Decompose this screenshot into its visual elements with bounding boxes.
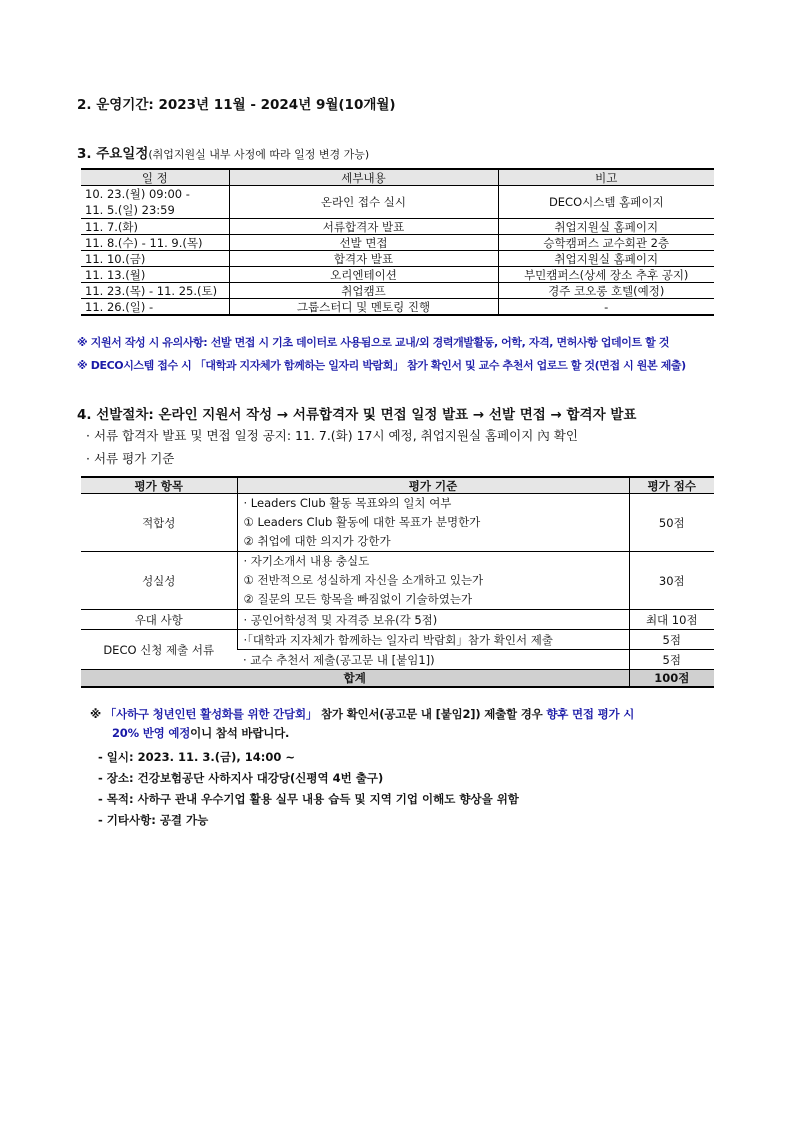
- table-row: [81, 267, 714, 283]
- note-prefix: ※: [90, 707, 105, 721]
- evaluation-criteria-label: · 서류 평가 기준: [86, 451, 175, 466]
- schedule-header-row: [81, 169, 714, 186]
- table-row: [81, 283, 714, 299]
- schedule-note-cell: 경주 코오롱 호텔(예정): [498, 283, 714, 299]
- schedule-date-cell: 11. 23.(목) - 11. 25.(토): [81, 283, 229, 299]
- total-label: 합계: [81, 670, 629, 688]
- evaluation-item-cell: 우대 사항: [81, 610, 237, 630]
- evaluation-header-criteria: 평가 기준: [237, 477, 629, 494]
- schedule-detail-cell: 서류합격자 발표: [229, 219, 498, 235]
- schedule-heading-title: 3. 주요일정: [77, 146, 149, 162]
- forum-title-highlight: 「사하구 청년인턴 활성화를 위한 간담회」: [104, 707, 318, 721]
- evaluation-item-cell: 적합성: [81, 494, 237, 552]
- table-row: [81, 299, 714, 316]
- operation-period-heading: 2. 운영기간: 2023년 11월 - 2024년 9월(10개월): [77, 97, 396, 113]
- total-row: [81, 670, 714, 688]
- evaluation-criteria-cell: [237, 494, 629, 552]
- interview-highlight: 향후 면접 평가 시: [546, 707, 635, 721]
- criteria-line: ② 취업에 대한 의지가 강한가: [243, 534, 391, 548]
- selection-procedure-heading: 4. 선발절차: 온라인 지원서 작성 → 서류합격자 및 면접 일정 발표 → 선발 면접 → 합격자 발표: [77, 407, 637, 423]
- schedule-header-note: 비고: [498, 169, 714, 186]
- criteria-line: · 자기소개서 내용 충실도: [243, 554, 370, 568]
- table-row: [81, 630, 714, 650]
- schedule-date-cell: 11. 26.(일) -: [81, 299, 229, 316]
- schedule-date-cell: 11. 10.(금): [81, 251, 229, 267]
- evaluation-score-cell: 5점: [629, 630, 714, 650]
- evaluation-criteria-cell: · 교수 추천서 제출(공고문 내 [붙임1]): [237, 650, 629, 670]
- schedule-detail-cell: 오리엔테이션: [229, 267, 498, 283]
- schedule-note-cell: -: [498, 299, 714, 316]
- table-row: [81, 494, 714, 552]
- schedule-note-2: ※ DECO시스템 접수 시 「대학과 지자체가 함께하는 일자리 박람회」 참가 확인서 및 교수 추천서 업로드 할 것(면접 시 원본 제출): [77, 359, 686, 372]
- note-middle: 참가 확인서(공고문 내 [붙임2]) 제출할 경우: [317, 707, 547, 721]
- evaluation-score-cell: 5점: [629, 650, 714, 670]
- event-purpose-line: - 목적: 사하구 관내 우수기업 활용 실무 내용 습득 및 지역 기업 이해도 향상을 위함: [98, 792, 519, 806]
- schedule-detail-cell: 합격자 발표: [229, 251, 498, 267]
- event-location-line: - 장소: 건강보험공단 사하지사 대강당(신평역 4번 출구): [98, 771, 384, 785]
- schedule-detail-cell: 취업캠프: [229, 283, 498, 299]
- evaluation-header-score: 평가 점수: [629, 477, 714, 494]
- criteria-line: ① Leaders Club 활동에 대한 목표가 분명한가: [243, 515, 481, 529]
- table-row: [81, 610, 714, 630]
- percent-highlight: 20% 반영 예정: [112, 726, 191, 740]
- schedule-date-cell: 11. 7.(화): [81, 219, 229, 235]
- evaluation-criteria-cell: ·「대학과 지자체가 함께하는 일자리 박람회」참가 확인서 제출: [237, 630, 629, 650]
- table-row: [81, 235, 714, 251]
- criteria-line: ② 질문의 모든 항목을 빠짐없이 기술하였는가: [243, 592, 473, 606]
- forum-note: [90, 706, 634, 722]
- schedule-note-cell: 부민캠퍼스(상세 장소 추후 공지): [498, 267, 714, 283]
- evaluation-header-row: [81, 477, 714, 494]
- schedule-date-cell: 11. 13.(월): [81, 267, 229, 283]
- schedule-heading: [77, 142, 369, 162]
- schedule-detail-cell: 온라인 접수 실시: [229, 186, 498, 219]
- evaluation-header-item: 평가 항목: [81, 477, 237, 494]
- evaluation-criteria-cell: [237, 552, 629, 610]
- total-score: 100점: [629, 670, 714, 688]
- schedule-date-line1: 10. 23.(월) 09:00 -: [85, 187, 190, 201]
- schedule-header-detail: 세부내용: [229, 169, 498, 186]
- table-row: [81, 251, 714, 267]
- evaluation-criteria-cell: · 공인어학성적 및 자격증 보유(각 5점): [237, 610, 629, 630]
- note-end: 이니 참석 바랍니다.: [190, 726, 290, 740]
- evaluation-table: [81, 476, 714, 688]
- announcement-line: · 서류 합격자 발표 및 면접 일정 공지: 11. 7.(화) 17시 예정, 취업지원실 홈페이지 內 확인: [86, 428, 578, 443]
- schedule-date-cell: [81, 186, 229, 219]
- schedule-table: [81, 168, 714, 316]
- table-row: [81, 219, 714, 235]
- table-row: [81, 186, 714, 219]
- criteria-line: · Leaders Club 활동 목표와의 일치 여부: [243, 496, 452, 510]
- table-row: [81, 552, 714, 610]
- forum-note-line2: [112, 725, 289, 741]
- event-other-line: - 기타사항: 공결 가능: [98, 813, 209, 827]
- schedule-date-cell: 11. 8.(수) - 11. 9.(목): [81, 235, 229, 251]
- evaluation-item-cell: 성실성: [81, 552, 237, 610]
- evaluation-score-cell: 30점: [629, 552, 714, 610]
- schedule-note-cell: 승학캠퍼스 교수회관 2층: [498, 235, 714, 251]
- schedule-note-1: ※ 지원서 작성 시 유의사항: 선발 면접 시 기초 데이터로 사용됨으로 교내/외 경력개발활동, 어학, 자격, 면허사항 업데이트 할 것: [77, 336, 670, 349]
- event-date-line: - 일시: 2023. 11. 3.(금), 14:00 ~: [98, 750, 295, 764]
- schedule-detail-cell: 그룹스터디 및 멘토링 진행: [229, 299, 498, 316]
- schedule-note-cell: DECO시스템 홈페이지: [498, 186, 714, 219]
- schedule-heading-subtitle: (취업지원실 내부 사정에 따라 일정 변경 가능): [148, 148, 370, 161]
- evaluation-score-cell: 최대 10점: [629, 610, 714, 630]
- schedule-date-line2: 11. 5.(일) 23:59: [85, 203, 175, 217]
- schedule-header-date: 일 정: [81, 169, 229, 186]
- schedule-note-cell: 취업지원실 홈페이지: [498, 251, 714, 267]
- evaluation-item-cell: DECO 신청 제출 서류: [81, 630, 237, 670]
- schedule-note-cell: 취업지원실 홈페이지: [498, 219, 714, 235]
- criteria-line: ① 전반적으로 성실하게 자신을 소개하고 있는가: [243, 573, 484, 587]
- evaluation-score-cell: 50점: [629, 494, 714, 552]
- schedule-detail-cell: 선발 면접: [229, 235, 498, 251]
